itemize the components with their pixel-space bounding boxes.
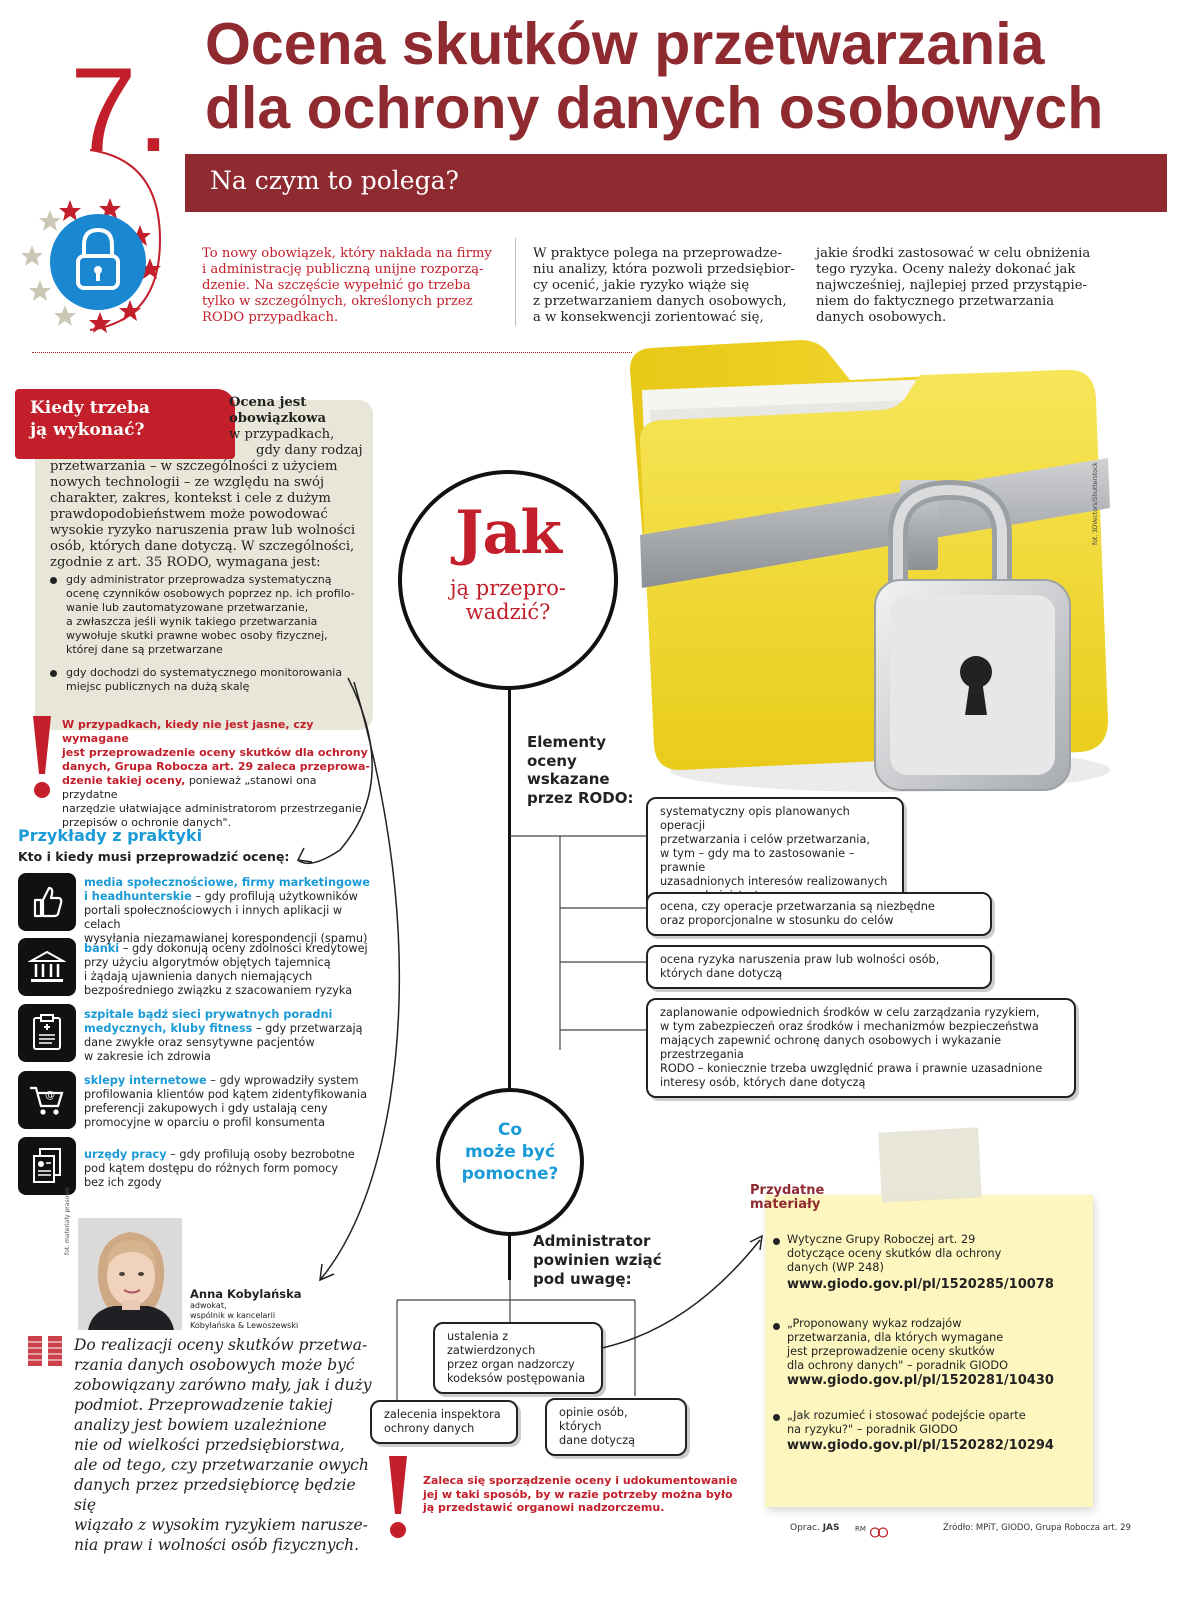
admin-item-opinions: opinie osób, których dane dotyczą <box>545 1398 687 1456</box>
eu-lock-emblem <box>10 140 190 340</box>
admin-item-codes: ustalenia z zatwierdzonych przez organ nadzorczy kodeksów postępowania <box>433 1322 603 1394</box>
bullet-dot <box>50 670 57 677</box>
locked-folder-illustration <box>620 330 1120 810</box>
when-bullet-1: gdy administrator przeprowadza systematyczną ocenę czynników osobowych poprzez np. ich profilo- wanie lub zautomatyzowane przetwarzanie, a zwłaszcza jeśli wynik takiego przetwarzania wywołuje skutki prawne wobec osoby fizycznej, której dane są przetwarzane <box>66 573 355 656</box>
quote-mark-icon <box>28 1336 68 1368</box>
arrow-to-materials <box>600 1228 780 1358</box>
examples-subtitle: Kto i kiedy musi przeprowadzić ocenę: <box>18 849 290 864</box>
material-item-1: Wytyczne Grupy Roboczej art. 29 dotyczące oceny skutków dla ochrony danych (WP 248) <box>787 1233 1002 1274</box>
elements-bracket <box>510 800 660 1060</box>
warning-recommendation: W przypadkach, kiedy nie jest jasne, czy wymagane jest przeprowadzenie oceny skutków dla ochrony danych, Grupa Robocza art. 29 zaleca przeprowa- dzenie takiej oceny, ponieważ „stanowi ona przydatne narzędzie ułatwiające administratorom przestrzeganie przepisów o ochronie danych". <box>62 718 370 829</box>
when-lead-bold: Ocena jest obowiązkowa <box>229 395 327 426</box>
example-online-shops: sklepy internetowe – gdy wprowadziły system profilowania klientów pod kątem zidentyfikowania preferencji zakupowych i gdy ustalają ceny promocyjne w oparciu o profil konsumenta <box>84 1074 368 1129</box>
admin-item-dpo: zalecenia inspektora ochrony danych <box>370 1400 518 1444</box>
person-photo <box>78 1218 182 1330</box>
example-employment-offices: urzędy pracy – gdy profilują osoby bezrobotne pod kątem dostępu do różnych form pomocy bez ich zgody <box>84 1148 355 1189</box>
person-role: adwokat, wspólnik w kancelarii Kobylańska & Lewoszewski <box>190 1301 299 1330</box>
footer-author: Oprac. JAS <box>790 1523 840 1533</box>
example-social-media: media społecznościowe, firmy marketingowe i headhunterskie – gdy profilują użytkowników portali społecznościowych i innych aplikacji w celach wysyłania niezamawianej korespondencji (spamu) <box>84 876 370 945</box>
connector-arrows <box>270 660 410 1300</box>
bullet-dot <box>773 1238 780 1245</box>
expert-quote: Do realizacji oceny skutków przetwa- rzania danych osobowych może być zobowiązany zarówno mały, jak i duży podmiot. Przeprowadzenie takiej analizy jest bowiem uzależnione nie od wielkości przedsiębiorstwa, ale od tego, czy przetwarzanie owych danych przez przedsiębiorcę będzie się wiązało z wysokim ryzykiem narusze- nia praw i wolności osób fizycznych. <box>74 1336 372 1554</box>
intro-column-1: To nowy obowiązek, który nakłada na firmy i administrację publiczną unijne rozporzą- dzenie. Na szczęście wypełnić go trzeba tylko w szczególnych, określonych przez RODO przypadkach. <box>202 246 492 325</box>
example-hospitals: szpitale bądź sieci prywatnych poradni medycznych, kluby fitness – gdy przetwarzają dane zwykłe oraz sensytywne pacjentów w zakresie ich zdrowia <box>84 1008 363 1063</box>
bullet-dot <box>773 1414 780 1421</box>
element-item-2: ocena, czy operacje przetwarzania są niezbędne oraz proporcjonalne w stosunku do celów <box>646 892 992 936</box>
section-number: 7. <box>70 43 171 177</box>
column-divider <box>515 238 516 326</box>
when-lead: w przypadkach, <box>229 427 335 442</box>
thumbs-up-icon <box>18 873 76 931</box>
photo-credit: fot. materiały prasowe <box>64 1187 71 1255</box>
dotted-divider <box>32 352 632 353</box>
bank-icon <box>18 938 76 996</box>
examples-title: Przykłady z praktyki <box>18 826 203 845</box>
folder-photo-credit: fot. 3DVectors/Shutterstock <box>1092 462 1099 545</box>
material-item-2: „Proponowany wykaz rodzajów przetwarzania, dla których wymagane jest przeprowadzenie oceny skutków dla ochrony danych" – poradnik GIODO <box>787 1317 1009 1372</box>
when-lead-2: gdy dany rodzaj <box>256 443 363 458</box>
exclamation-icon <box>386 1456 410 1540</box>
example-banks: banki – gdy dokonują oceny zdolności kredytowej przy użyciu algorytmów objętych tajemnicą i żądają ujawnienia danych niemających bezpośredniego związku z szacowaniem ryzyka <box>84 942 368 997</box>
materials-title: Przydatne materiały <box>750 1183 825 1212</box>
helpful-heading: Co może być pomocne? <box>461 1120 559 1184</box>
when-bullet-2: gdy dochodzi do systematycznego monitorowania miejsc publicznych na dużą skalę <box>66 666 343 693</box>
admin-heading: Administrator powinien wziąć pod uwagę: <box>533 1232 662 1288</box>
element-item-3: ocena ryzyka naruszenia praw lub wolności osób, których dane dotyczą <box>646 945 992 989</box>
bullet-dot <box>773 1323 780 1330</box>
intro-column-3: jakie środki zastosować w celu obniżenia tego ryzyka. Oceny należy dokonać jak najwcześniej, najlepiej przed przystąpie- niem do faktycznego przetwarzania danych osobowych. <box>816 246 1091 325</box>
intro-column-2: W praktyce polega na przeprowadze- niu analizy, która pozwoli przedsiębior- cy ocenić, jakie ryzyko wiąże się z przetwarzaniem danych osobowych, a w konsekwencji zorientować się, <box>533 246 795 325</box>
when-heading: Kiedy trzeba ją wykonać? <box>30 398 150 440</box>
footer-source: Źródło: MPiT, GIODO, Grupa Robocza art. 29 <box>943 1523 1131 1533</box>
copyright-logo-icon <box>870 1523 888 1534</box>
bullet-dot <box>50 577 57 584</box>
warning-documentation: Zaleca się sporządzenie oceny i udokumentowanie jej w taki sposób, by w razie potrzeby można było ją przedstawić organowi nadzorczemu. <box>423 1474 738 1514</box>
exclamation-icon <box>30 716 54 800</box>
banner-heading: Na czym to polega? <box>210 166 459 195</box>
page-title: Ocena skutków przetwarzania dla ochrony danych osobowych <box>205 11 1104 141</box>
material-link-2[interactable]: www.giodo.gov.pl/pl/1520281/10430 <box>787 1373 1054 1388</box>
material-link-1[interactable]: www.giodo.gov.pl/pl/1520285/10078 <box>787 1277 1054 1292</box>
when-body: przetwarzania – w szczególności z użyciem nowych technologii – ze względu na swój charakter, zakres, kontekst i cele z dużym prawdopodobieństwem może powodować wysokie ryzyko naruszenia praw lub wolności osób, których dane dotyczą. W szczególności, zgodnie z art. 35 RODO, wymagana jest: <box>50 459 356 570</box>
medical-record-icon <box>18 1004 76 1062</box>
svg-text:@: @ <box>45 1090 55 1101</box>
element-item-1: systematyczny opis planowanych operacji przetwarzania i celów przetwarzania, w tym – gdy ma to zastosowanie – prawnie uzasadnionych interesów realizowanych <box>646 797 904 911</box>
person-name: Anna Kobylańska <box>190 1287 302 1301</box>
material-link-3[interactable]: www.giodo.gov.pl/pl/1520282/10294 <box>787 1438 1054 1453</box>
element-item-4: zaplanowanie odpowiednich środków w celu zarządzania ryzykiem, w tym zabezpieczeń oraz środków i mechanizmów bezpieczeństwa mających zapewnić ochronę danych osobowych i wykazanie przestrzegania RODO – koniecznie trzeba uwzględnić prawa i prawnie uzasadnione interesy osób, których dane dotyczą <box>646 998 1076 1098</box>
elements-heading: Elementy oceny wskazane przez RODO: <box>527 733 634 807</box>
tape-strip <box>878 1127 982 1202</box>
how-subheading: ją przepro- wadzić? <box>450 576 566 624</box>
footer-rm: RM <box>855 1525 866 1533</box>
material-item-3: „Jak rozumieć i stosować podejście oparte na ryzyku?" – poradnik GIODO <box>787 1409 1026 1436</box>
how-heading: Jak <box>455 498 561 568</box>
shopping-cart-icon <box>18 1071 76 1129</box>
